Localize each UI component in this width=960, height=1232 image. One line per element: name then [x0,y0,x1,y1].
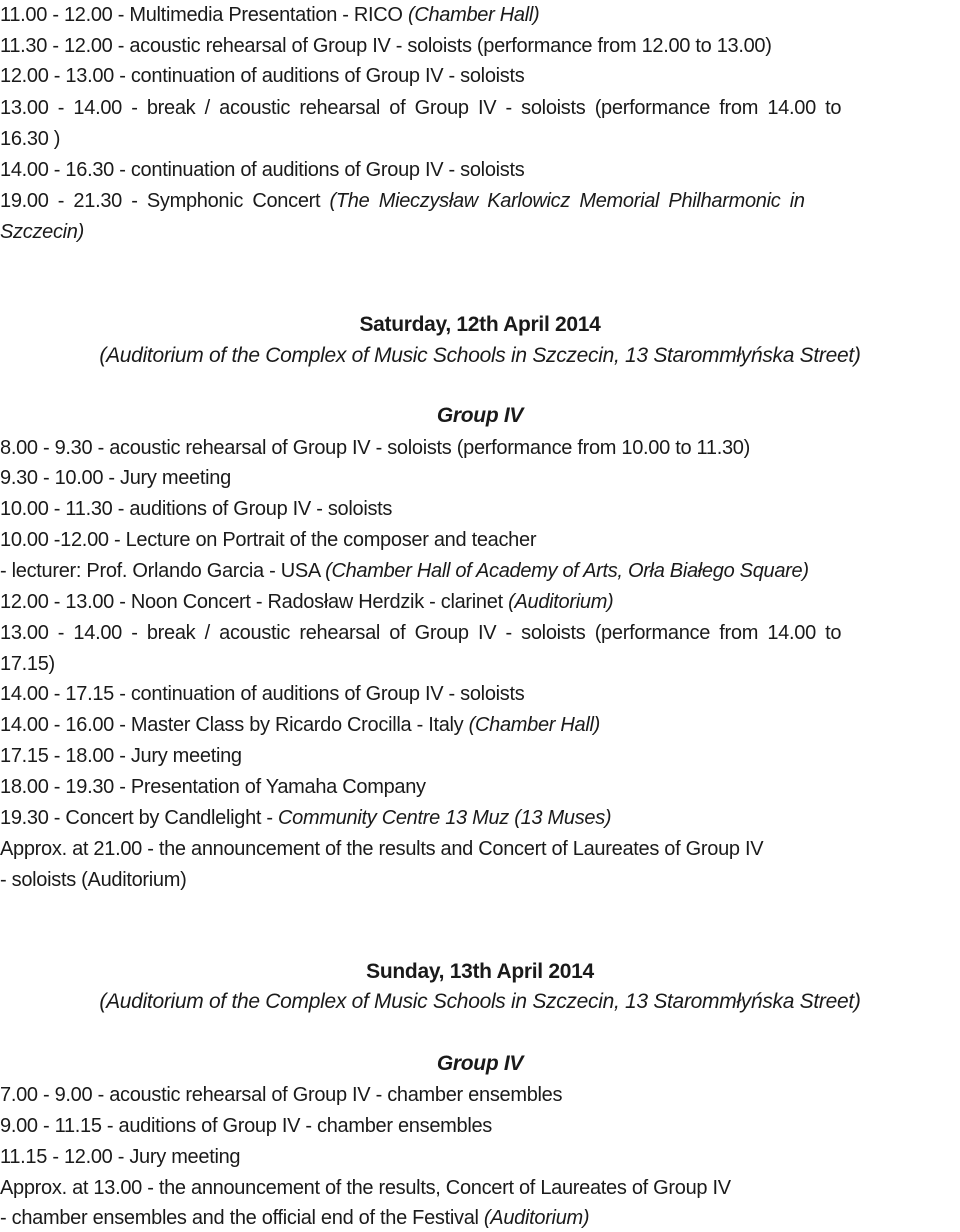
schedule-line: Approx. at 21.00 - the announcement of the results and Concert of Laureates of Group IV [0,838,764,860]
schedule-line: 19.30 - Concert by Candlelight - Community Centre 13 Muz (13 Muses) [0,807,612,829]
schedule-line: 16.30 ) [0,128,61,150]
schedule-line: 7.00 - 9.00 - acoustic rehearsal of Group IV - chamber ensembles [0,1084,563,1106]
schedule-line: 13.00 - 14.00 - break / acoustic rehearsal of Group IV - soloists (performance from 14.00 to [0,622,842,644]
schedule-line: 10.00 -12.00 - Lecture on Portrait of the composer and teacher [0,529,537,551]
schedule-line: 14.00 - 17.15 - continuation of auditions of Group IV - soloists [0,683,525,705]
schedule-line: 9.30 - 10.00 - Jury meeting [0,467,231,489]
day-heading: Saturday, 12th April 2014 [359,313,601,336]
venue-subtitle: (Auditorium of the Complex of Music Schools in Szczecin, 13 Starommłyńska Street) [99,990,861,1013]
schedule-line: 14.00 - 16.30 - continuation of auditions of Group IV - soloists [0,159,525,181]
schedule-line: 18.00 - 19.30 - Presentation of Yamaha Company [0,776,426,798]
schedule-line: 19.00 - 21.30 - Symphonic Concert (The Mieczysław Karlowicz Memorial Philharmonic in [0,190,805,212]
schedule-line: - lecturer: Prof. Orlando Garcia - USA (Chamber Hall of Academy of Arts, Orła Białego Square) [0,560,809,582]
schedule-line: 12.00 - 13.00 - Noon Concert - Radosław Herdzik - clarinet (Auditorium) [0,591,614,613]
schedule-line: 11.15 - 12.00 - Jury meeting [0,1146,241,1168]
schedule-line: - soloists (Auditorium) [0,869,187,891]
schedule-line: - chamber ensembles and the official end of the Festival (Auditorium) [0,1207,590,1229]
schedule-line: 17.15 - 18.00 - Jury meeting [0,745,242,767]
schedule-line: 14.00 - 16.00 - Master Class by Ricardo Crocilla - Italy (Chamber Hall) [0,714,601,736]
group-heading: Group IV [436,1052,524,1075]
schedule-line: 11.00 - 12.00 - Multimedia Presentation - RICO (Chamber Hall) [0,4,540,26]
schedule-line: 8.00 - 9.30 - acoustic rehearsal of Group IV - soloists (performance from 10.00 to 11.30) [0,437,750,459]
schedule-line: Approx. at 13.00 - the announcement of the results, Concert of Laureates of Group IV [0,1177,731,1199]
schedule-line: 9.00 - 11.15 - auditions of Group IV - chamber ensembles [0,1115,492,1137]
schedule-line: Szczecin) [0,221,84,243]
schedule-line: 13.00 - 14.00 - break / acoustic rehearsal of Group IV - soloists (performance from 14.00 to [0,97,842,119]
day-heading: Sunday, 13th April 2014 [366,960,594,983]
schedule-line: 17.15) [0,653,55,675]
venue-subtitle: (Auditorium of the Complex of Music Schools in Szczecin, 13 Starommłyńska Street) [99,344,861,367]
schedule-line: 10.00 - 11.30 - auditions of Group IV - soloists [0,498,393,520]
group-heading: Group IV [436,404,524,427]
schedule-line: 12.00 - 13.00 - continuation of auditions of Group IV - soloists [0,65,525,87]
schedule-line: 11.30 - 12.00 - acoustic rehearsal of Group IV - soloists (performance from 12.00 to 13.00) [0,35,772,57]
